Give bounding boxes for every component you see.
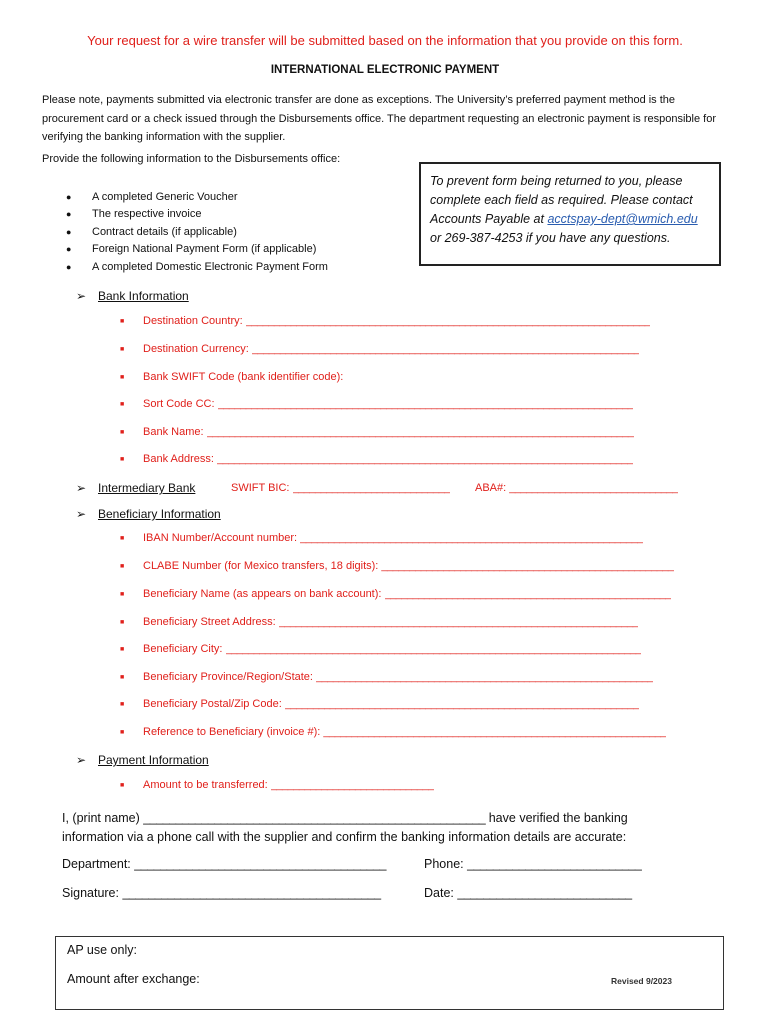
bullet-icon: ●	[66, 226, 72, 237]
square-bullet-icon: ■	[120, 645, 125, 653]
square-bullet-icon: ■	[120, 700, 125, 708]
square-bullet-icon: ■	[120, 781, 125, 789]
intermediary-swift-bic-field[interactable]: SWIFT BIC: ____________________________	[231, 482, 450, 494]
arrow-bullet-icon: ➢	[76, 481, 87, 495]
bank-swift-code-field[interactable]: ■ Bank SWIFT Code (bank identifier code):	[120, 371, 344, 383]
payment-information-heading: ➢ Payment Information	[76, 753, 209, 767]
beneficiary-province-field[interactable]: ■ Beneficiary Province/Region/State: ____________________________________________________________	[120, 671, 654, 683]
bank-address-field[interactable]: ■ Bank Address: __________________________________________________________________________	[120, 453, 633, 465]
square-bullet-icon: ■	[120, 590, 125, 598]
square-bullet-icon: ■	[120, 562, 125, 570]
signature-field[interactable]: Signature: ________________________________________	[62, 886, 381, 900]
list-item: ● Foreign National Payment Form (if applicable)	[66, 243, 317, 256]
required-items-list	[66, 188, 328, 276]
square-bullet-icon: ■	[120, 373, 125, 381]
amount-after-exchange-field[interactable]: Amount after exchange:	[67, 972, 200, 986]
certification-statement: I, (print name) _____________________________________________________ have verified the banking information via a phone call with the supplier and confirm the banking information details are accurate:	[62, 811, 628, 844]
list-item: ● Contract details (if applicable)	[66, 225, 237, 238]
square-bullet-icon: ■	[120, 534, 125, 542]
form-title: INTERNATIONAL ELECTRONIC PAYMENT	[270, 64, 500, 76]
ap-use-only-label: AP use only:	[67, 943, 137, 957]
revision-date: Revised 9/2023	[611, 976, 672, 986]
destination-currency-field[interactable]: ■ Destination Currency: _____________________________________________________________________	[120, 343, 640, 355]
print-name-field[interactable]: _____________________________________________________	[143, 811, 486, 825]
beneficiary-postal-code-field[interactable]: ■ Beneficiary Postal/Zip Code: _______________________________________________________________	[120, 698, 639, 710]
department-field[interactable]: Department: _______________________________________	[62, 857, 386, 871]
clabe-number-field[interactable]: ■ CLABE Number (for Mexico transfers, 18 digits): ____________________________________________________	[120, 560, 674, 572]
list-item: ● The respective invoice	[66, 208, 202, 221]
ap-use-only-box	[55, 936, 724, 1010]
date-field[interactable]: Date: ___________________________	[424, 886, 632, 900]
square-bullet-icon: ■	[120, 673, 125, 681]
contact-callout-box: To prevent form being returned to you, please complete each field as required. Please contact Accounts Payable at acctspay-dept@wmich.edu or 269-387-4253 if you have any questions.	[419, 162, 721, 266]
iban-account-number-field[interactable]: ■ IBAN Number/Account number: _____________________________________________________________	[120, 532, 643, 544]
beneficiary-street-address-field[interactable]: ■ Beneficiary Street Address: ________________________________________________________________	[120, 616, 639, 628]
provide-instructions: Provide the following information to the Disbursements office:	[42, 153, 341, 165]
intermediary-aba-field[interactable]: ABA#: ______________________________	[475, 482, 678, 494]
bullet-icon: ●	[66, 209, 72, 220]
arrow-bullet-icon: ➢	[76, 507, 87, 521]
square-bullet-icon: ■	[120, 455, 125, 463]
ap-email-link[interactable]: acctspay-dept@wmich.edu	[547, 212, 698, 226]
intermediary-bank-heading: ➢ Intermediary Bank	[76, 481, 196, 495]
bank-name-field[interactable]: ■ Bank Name: ____________________________________________________________________________	[120, 426, 634, 438]
bullet-icon: ●	[66, 191, 72, 202]
amount-to-transfer-field[interactable]: ■ Amount to be transferred: _____________________________	[120, 779, 434, 791]
intro-paragraph: Please note, payments submitted via electronic transfer are done as exceptions. The University’s preferred payment method is the procurement card or a check issued through the Disbursements office. The department requesting an electronic payment is responsible for verifying the banking information with the supplier.	[42, 94, 717, 143]
list-item: ● A completed Domestic Electronic Payment Form	[66, 260, 328, 273]
bank-information-heading: ➢ Bank Information	[76, 289, 189, 303]
phone-field[interactable]: Phone: ___________________________	[424, 857, 642, 871]
destination-country-field[interactable]: ■ Destination Country: ________________________________________________________________________	[120, 315, 651, 327]
bullet-icon: ●	[66, 261, 72, 272]
square-bullet-icon: ■	[120, 728, 125, 736]
square-bullet-icon: ■	[120, 345, 125, 353]
beneficiary-name-field[interactable]: ■ Beneficiary Name (as appears on bank account): ___________________________________________________	[120, 588, 672, 600]
square-bullet-icon: ■	[120, 317, 125, 325]
reference-to-beneficiary-field[interactable]: ■ Reference to Beneficiary (invoice #): _____________________________________________________________	[120, 726, 667, 738]
sort-code-field[interactable]: ■ Sort Code CC: __________________________________________________________________________	[120, 398, 634, 410]
beneficiary-city-field[interactable]: ■ Beneficiary City: __________________________________________________________________________	[120, 643, 642, 655]
square-bullet-icon: ■	[120, 400, 125, 408]
arrow-bullet-icon: ➢	[76, 753, 87, 767]
beneficiary-information-heading: ➢ Beneficiary Information	[76, 507, 221, 521]
list-item: ● A completed Generic Voucher	[66, 190, 238, 203]
wire-transfer-notice: Your request for a wire transfer will be submitted based on the information that you provide on this form.	[87, 33, 683, 48]
bullet-icon: ●	[66, 244, 72, 255]
arrow-bullet-icon: ➢	[76, 289, 87, 303]
square-bullet-icon: ■	[120, 428, 125, 436]
square-bullet-icon: ■	[120, 618, 125, 626]
